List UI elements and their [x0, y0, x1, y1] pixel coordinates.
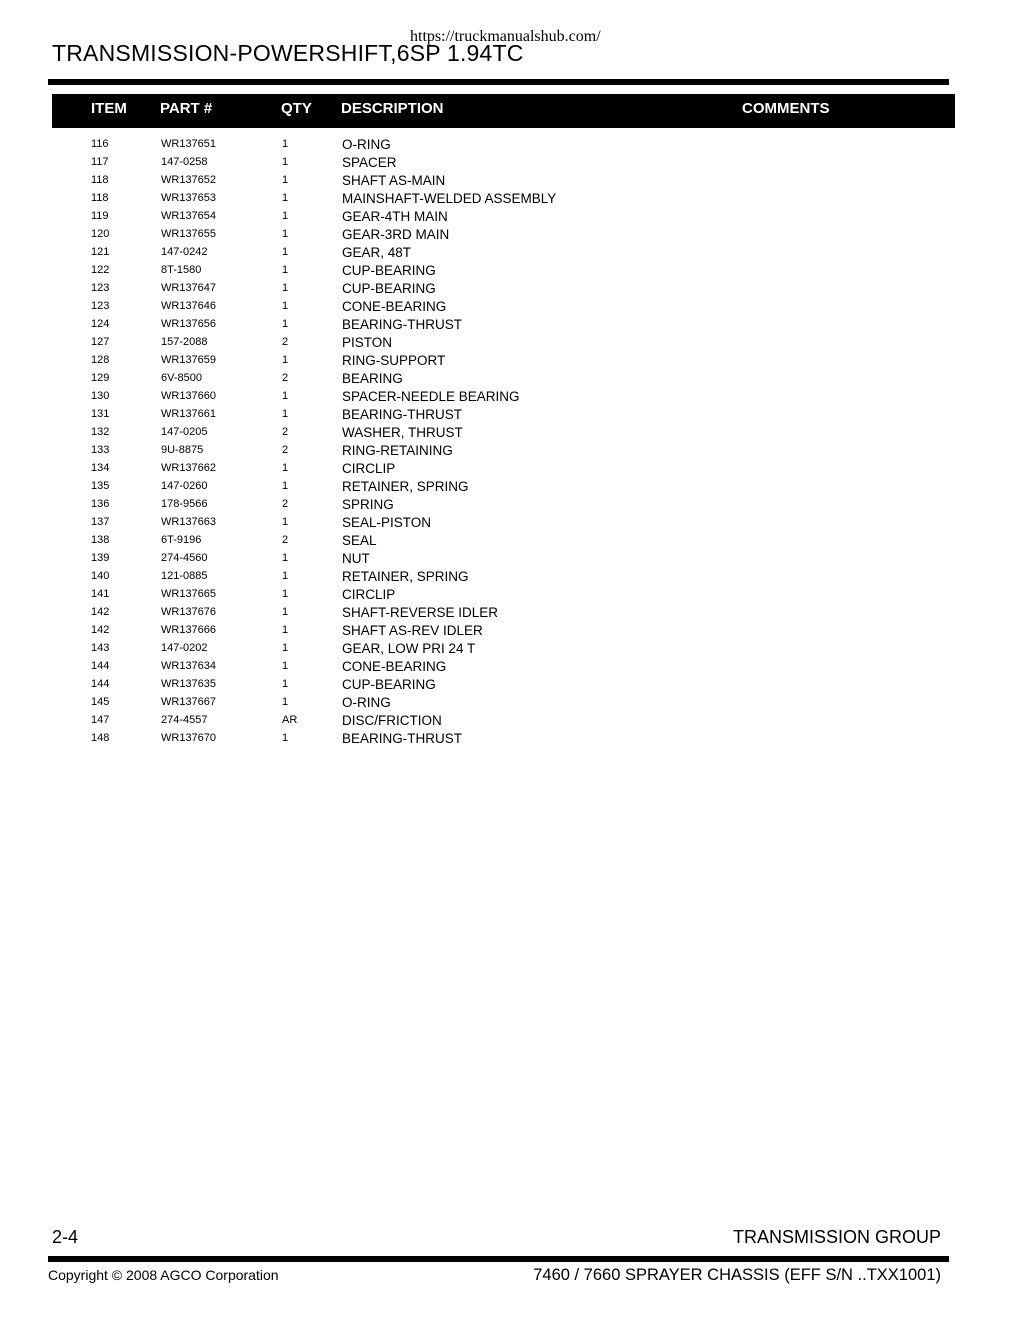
cell-qty: 1: [282, 678, 289, 690]
cell-description: SPACER: [342, 155, 397, 170]
cell-part-number: WR137663: [161, 516, 217, 528]
cell-part-number: WR137654: [161, 210, 217, 222]
cell-qty: 1: [282, 192, 289, 204]
table-row: [0, 514, 1020, 532]
cell-qty: 1: [282, 300, 289, 312]
cell-description: SHAFT AS-REV IDLER: [342, 623, 483, 638]
cell-description: SEAL: [342, 533, 377, 548]
top-divider: [48, 79, 949, 85]
cell-qty: 1: [282, 354, 289, 366]
cell-qty: 1: [282, 228, 289, 240]
table-row: [0, 352, 1020, 370]
cell-qty: 1: [282, 246, 289, 258]
cell-description: RETAINER, SPRING: [342, 479, 469, 494]
cell-qty: 1: [282, 696, 289, 708]
cell-item: 129: [91, 372, 110, 384]
copyright-notice: Copyright © 2008 AGCO Corporation: [48, 1267, 279, 1283]
cell-item: 118: [91, 192, 109, 204]
cell-qty: 1: [282, 174, 289, 186]
cell-description: CUP-BEARING: [342, 281, 436, 296]
cell-part-number: WR137661: [161, 408, 217, 420]
cell-description: RETAINER, SPRING: [342, 569, 469, 584]
cell-item: 145: [91, 696, 110, 708]
cell-part-number: WR137659: [161, 354, 217, 366]
cell-description: CUP-BEARING: [342, 677, 436, 692]
cell-part-number: 178-9566: [161, 498, 208, 510]
cell-qty: 1: [282, 462, 289, 474]
table-row: [0, 694, 1020, 712]
cell-qty: 1: [282, 408, 289, 420]
cell-part-number: 9U-8875: [161, 444, 204, 456]
cell-description: BEARING-THRUST: [342, 407, 463, 422]
cell-item: 134: [91, 462, 110, 474]
cell-qty: 2: [282, 444, 289, 456]
cell-description: GEAR-4TH MAIN: [342, 209, 448, 224]
cell-qty: 1: [282, 318, 289, 330]
table-row: [0, 262, 1020, 280]
cell-item: 135: [91, 480, 110, 492]
cell-part-number: WR137656: [161, 318, 217, 330]
cell-description: SEAL-PISTON: [342, 515, 432, 530]
parts-table-body: [0, 136, 1020, 748]
cell-part-number: WR137662: [161, 462, 217, 474]
cell-part-number: WR137665: [161, 588, 217, 600]
cell-item: 123: [91, 300, 110, 312]
cell-item: 121: [91, 246, 110, 258]
cell-part-number: WR137635: [161, 678, 217, 690]
cell-qty: 1: [282, 516, 289, 528]
cell-item: 127: [91, 336, 110, 348]
cell-part-number: 147-0260: [161, 480, 208, 492]
cell-description: BEARING-THRUST: [342, 731, 463, 746]
cell-description: DISC/FRICTION: [342, 713, 442, 728]
cell-item: 133: [91, 444, 110, 456]
cell-description: RING-RETAINING: [342, 443, 453, 458]
table-row: [0, 190, 1020, 208]
cell-description: O-RING: [342, 695, 391, 710]
table-row: [0, 154, 1020, 172]
cell-item: 147: [91, 714, 110, 726]
cell-item: 139: [91, 552, 110, 564]
table-header: [52, 94, 955, 128]
cell-item: 122: [91, 264, 110, 276]
cell-item: 137: [91, 516, 110, 528]
table-row: [0, 622, 1020, 640]
cell-item: 120: [91, 228, 110, 240]
table-row: [0, 730, 1020, 748]
table-row: [0, 568, 1020, 586]
cell-part-number: WR137653: [161, 192, 217, 204]
cell-description: CUP-BEARING: [342, 263, 436, 278]
cell-item: 140: [91, 570, 110, 582]
cell-item: 131: [91, 408, 110, 420]
cell-description: CIRCLIP: [342, 587, 396, 602]
cell-item: 116: [91, 138, 109, 150]
cell-item: 132: [91, 426, 110, 438]
table-row: [0, 316, 1020, 334]
cell-part-number: 121-0885: [161, 570, 208, 582]
cell-qty: 1: [282, 264, 289, 276]
cell-description: CONE-BEARING: [342, 659, 447, 674]
cell-item: 143: [91, 642, 110, 654]
cell-item: 138: [91, 534, 110, 546]
table-row: [0, 658, 1020, 676]
cell-item: 144: [91, 660, 110, 672]
cell-item: 117: [91, 156, 109, 168]
cell-part-number: 8T-1580: [161, 264, 202, 276]
cell-item: 142: [91, 624, 110, 636]
cell-description: GEAR, 48T: [342, 245, 412, 260]
table-row: [0, 226, 1020, 244]
cell-description: SHAFT AS-MAIN: [342, 173, 446, 188]
cell-part-number: 6T-9196: [161, 534, 202, 546]
cell-description: NUT: [342, 551, 370, 566]
cell-part-number: 274-4560: [161, 552, 208, 564]
section-group: TRANSMISSION GROUP: [732, 1227, 941, 1247]
cell-part-number: WR137646: [161, 300, 217, 312]
bottom-divider: [48, 1256, 949, 1262]
table-row: [0, 496, 1020, 514]
table-row: [0, 460, 1020, 478]
cell-qty: 1: [282, 624, 289, 636]
cell-description: O-RING: [342, 137, 391, 152]
cell-qty: 1: [282, 138, 289, 150]
cell-part-number: WR137647: [161, 282, 217, 294]
table-row: [0, 424, 1020, 442]
cell-description: CONE-BEARING: [342, 299, 447, 314]
cell-qty: 1: [282, 480, 289, 492]
page-title: TRANSMISSION-POWERSHIFT,6SP 1.94TC: [52, 40, 524, 66]
cell-description: WASHER, THRUST: [342, 425, 463, 440]
cell-item: 130: [91, 390, 110, 402]
watermark-url[interactable]: https://truckmanualshub.com/: [410, 28, 601, 45]
cell-item: 136: [91, 498, 110, 510]
column-header-comments: COMMENTS: [742, 100, 830, 117]
cell-item: 128: [91, 354, 110, 366]
cell-qty: 1: [282, 642, 289, 654]
page-number: 2-4: [52, 1227, 79, 1247]
cell-qty: 2: [282, 534, 289, 546]
cell-description: GEAR-3RD MAIN: [342, 227, 450, 242]
cell-item: 124: [91, 318, 110, 330]
cell-qty: 1: [282, 588, 289, 600]
table-row: [0, 280, 1020, 298]
table-row: [0, 478, 1020, 496]
table-row: [0, 172, 1020, 190]
cell-item: 141: [91, 588, 110, 600]
cell-qty: 1: [282, 390, 289, 402]
cell-item: 123: [91, 282, 110, 294]
cell-part-number: 147-0205: [161, 426, 208, 438]
cell-qty: 1: [282, 552, 289, 564]
cell-qty: 1: [282, 210, 289, 222]
cell-part-number: WR137660: [161, 390, 217, 402]
table-row: [0, 334, 1020, 352]
table-row: [0, 370, 1020, 388]
table-row: [0, 640, 1020, 658]
cell-part-number: WR137666: [161, 624, 217, 636]
cell-qty: 1: [282, 156, 289, 168]
column-header-item: ITEM: [91, 100, 127, 117]
cell-part-number: 6V-8500: [161, 372, 202, 384]
table-row: [0, 604, 1020, 622]
cell-qty: AR: [282, 714, 298, 726]
cell-description: BEARING-THRUST: [342, 317, 463, 332]
cell-item: 118: [91, 174, 109, 186]
cell-item: 119: [91, 210, 109, 222]
table-row: [0, 442, 1020, 460]
cell-part-number: WR137651: [161, 138, 217, 150]
table-row: [0, 676, 1020, 694]
model-label: 7460 / 7660 SPRAYER CHASSIS (EFF S/N ..TXX1001): [533, 1266, 941, 1284]
table-row: [0, 298, 1020, 316]
cell-part-number: WR137676: [161, 606, 217, 618]
cell-part-number: WR137655: [161, 228, 217, 240]
cell-part-number: 147-0202: [161, 642, 208, 654]
cell-description: SHAFT-REVERSE IDLER: [342, 605, 499, 620]
table-row: [0, 550, 1020, 568]
column-header-qty: QTY: [281, 100, 312, 117]
table-row: [0, 406, 1020, 424]
cell-description: RING-SUPPORT: [342, 353, 446, 368]
table-row: [0, 136, 1020, 154]
cell-description: BEARING: [342, 371, 403, 386]
cell-item: 142: [91, 606, 110, 618]
cell-part-number: 147-0242: [161, 246, 208, 258]
table-row: [0, 388, 1020, 406]
column-header-description: DESCRIPTION: [341, 100, 444, 117]
cell-qty: 2: [282, 336, 289, 348]
cell-item: 148: [91, 732, 110, 744]
table-row: [0, 244, 1020, 262]
table-row: [0, 532, 1020, 550]
cell-qty: 1: [282, 732, 289, 744]
cell-qty: 1: [282, 570, 289, 582]
column-header-part: PART #: [160, 100, 213, 117]
table-row: [0, 208, 1020, 226]
cell-qty: 2: [282, 372, 289, 384]
cell-qty: 1: [282, 660, 289, 672]
cell-part-number: 274-4557: [161, 714, 208, 726]
cell-qty: 1: [282, 282, 289, 294]
cell-part-number: 147-0258: [161, 156, 208, 168]
cell-description: SPACER-NEEDLE BEARING: [342, 389, 520, 404]
cell-part-number: 157-2088: [161, 336, 208, 348]
cell-part-number: WR137634: [161, 660, 217, 672]
cell-part-number: WR137667: [161, 696, 217, 708]
cell-description: GEAR, LOW PRI 24 T: [342, 641, 476, 656]
cell-part-number: WR137652: [161, 174, 217, 186]
cell-item: 144: [91, 678, 110, 690]
cell-part-number: WR137670: [161, 732, 217, 744]
cell-qty: 1: [282, 606, 289, 618]
cell-description: CIRCLIP: [342, 461, 396, 476]
table-row: [0, 586, 1020, 604]
cell-qty: 2: [282, 426, 289, 438]
cell-description: MAINSHAFT-WELDED ASSEMBLY: [342, 191, 557, 206]
table-row: [0, 712, 1020, 730]
cell-description: PISTON: [342, 335, 393, 350]
cell-qty: 2: [282, 498, 289, 510]
cell-description: SPRING: [342, 497, 394, 512]
